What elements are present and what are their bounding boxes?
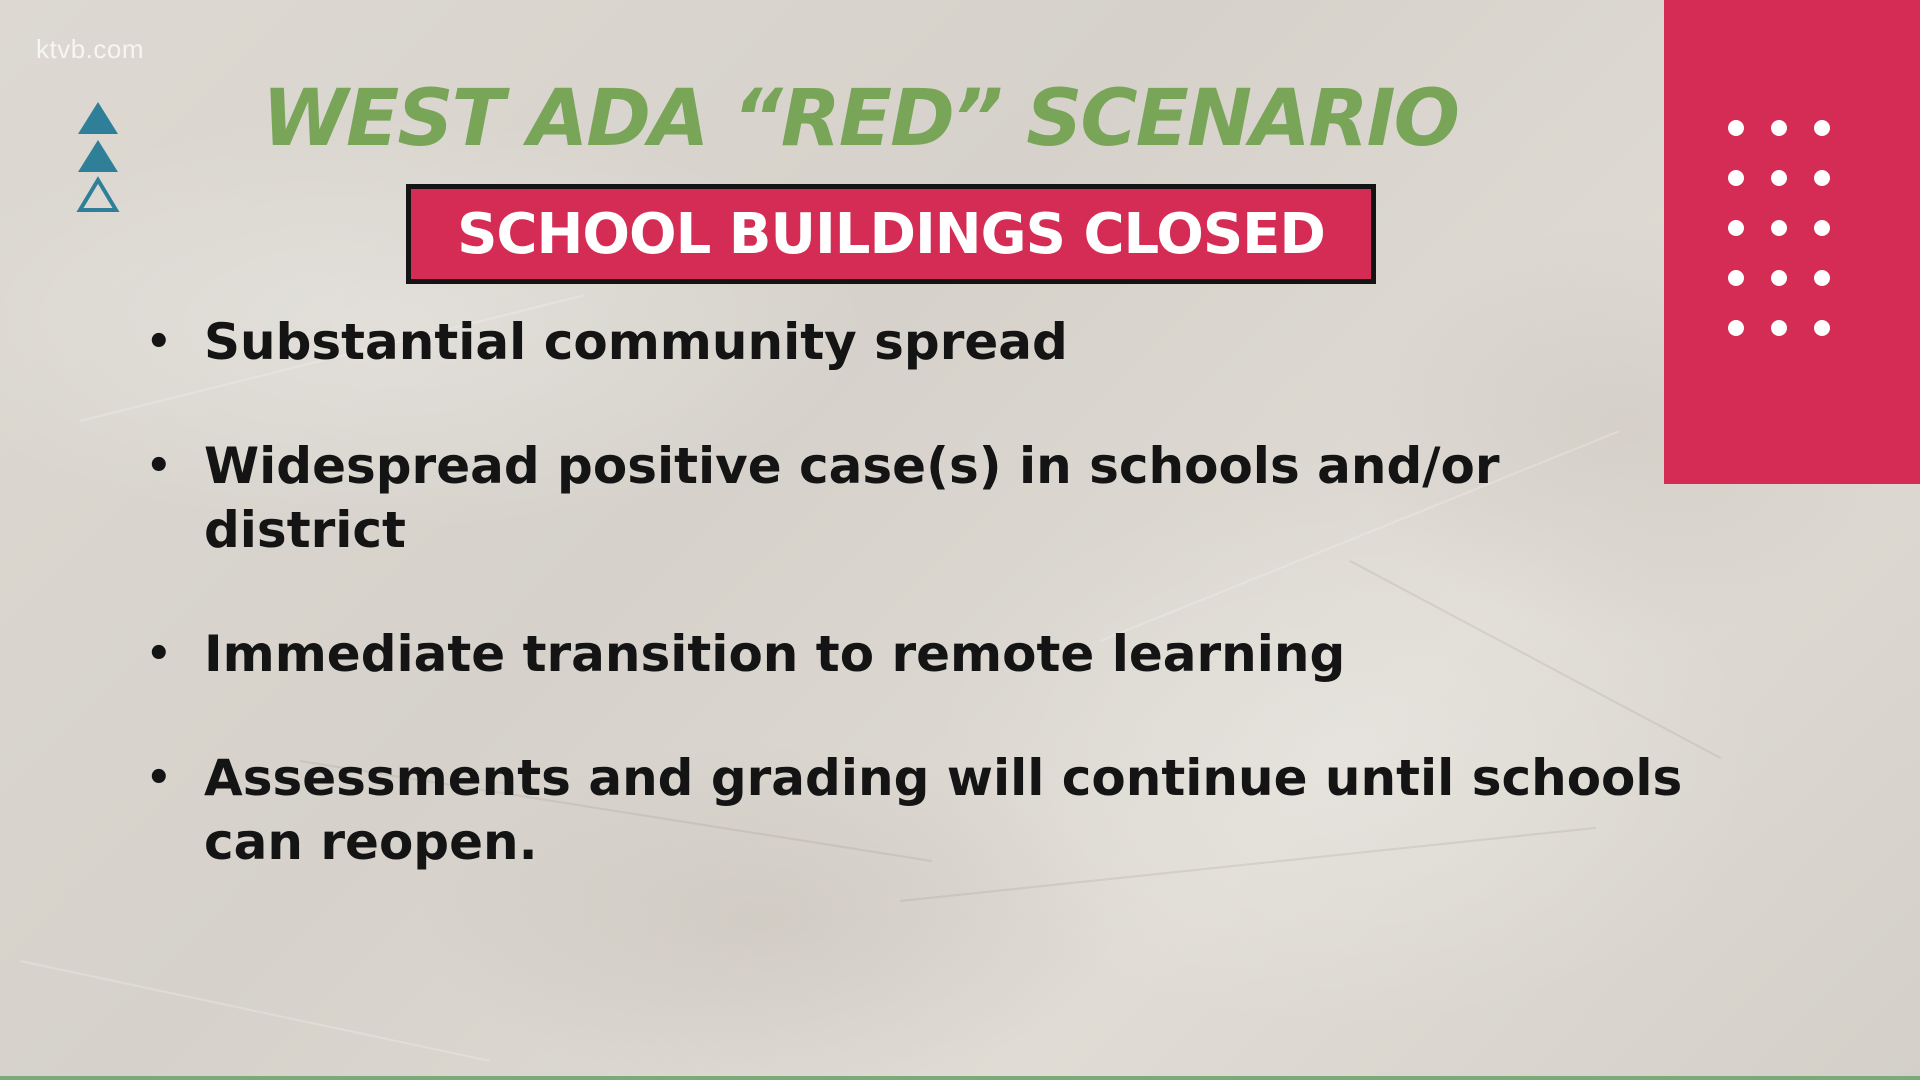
decor-dot xyxy=(1771,220,1787,236)
bullet-marker: • xyxy=(146,631,172,677)
bullet-text: Immediate transition to remote learning xyxy=(204,625,1346,683)
bullet-text: Assessments and grading will continue until schools can reopen. xyxy=(204,749,1683,871)
bullet-text: Widespread positive case(s) in schools and/or district xyxy=(204,437,1500,559)
decor-dot xyxy=(1771,270,1787,286)
decor-dot xyxy=(1728,270,1744,286)
bullet-item xyxy=(140,622,1780,686)
paper-crease xyxy=(20,960,490,1062)
decor-dot xyxy=(1771,170,1787,186)
bullet-marker: • xyxy=(146,319,172,365)
decor-dot xyxy=(1728,170,1744,186)
slide-title: WEST ADA “RED” SCENARIO xyxy=(262,74,1458,164)
bullet-marker: • xyxy=(146,755,172,801)
bullet-text: Substantial community spread xyxy=(204,313,1068,371)
decor-dot xyxy=(1728,220,1744,236)
bullet-list xyxy=(140,310,1780,934)
bullet-item xyxy=(140,434,1780,562)
decor-dot xyxy=(1728,120,1744,136)
subtitle-banner xyxy=(406,184,1376,284)
bullet-item xyxy=(140,746,1780,874)
dot-grid-decoration xyxy=(1728,120,1858,336)
stacked-triangles-icon xyxy=(76,100,120,216)
watermark: ktvb.com xyxy=(36,34,145,64)
bullet-item xyxy=(140,310,1780,374)
decor-dot xyxy=(1814,270,1830,286)
decor-dot xyxy=(1814,220,1830,236)
subtitle-text: SCHOOL BUILDINGS CLOSED xyxy=(457,201,1325,267)
bottom-edge-bar xyxy=(0,1076,1920,1080)
decor-dot xyxy=(1814,120,1830,136)
bullet-marker: • xyxy=(146,443,172,489)
decor-dot xyxy=(1771,120,1787,136)
decor-dot xyxy=(1814,320,1830,336)
decor-dot xyxy=(1814,170,1830,186)
